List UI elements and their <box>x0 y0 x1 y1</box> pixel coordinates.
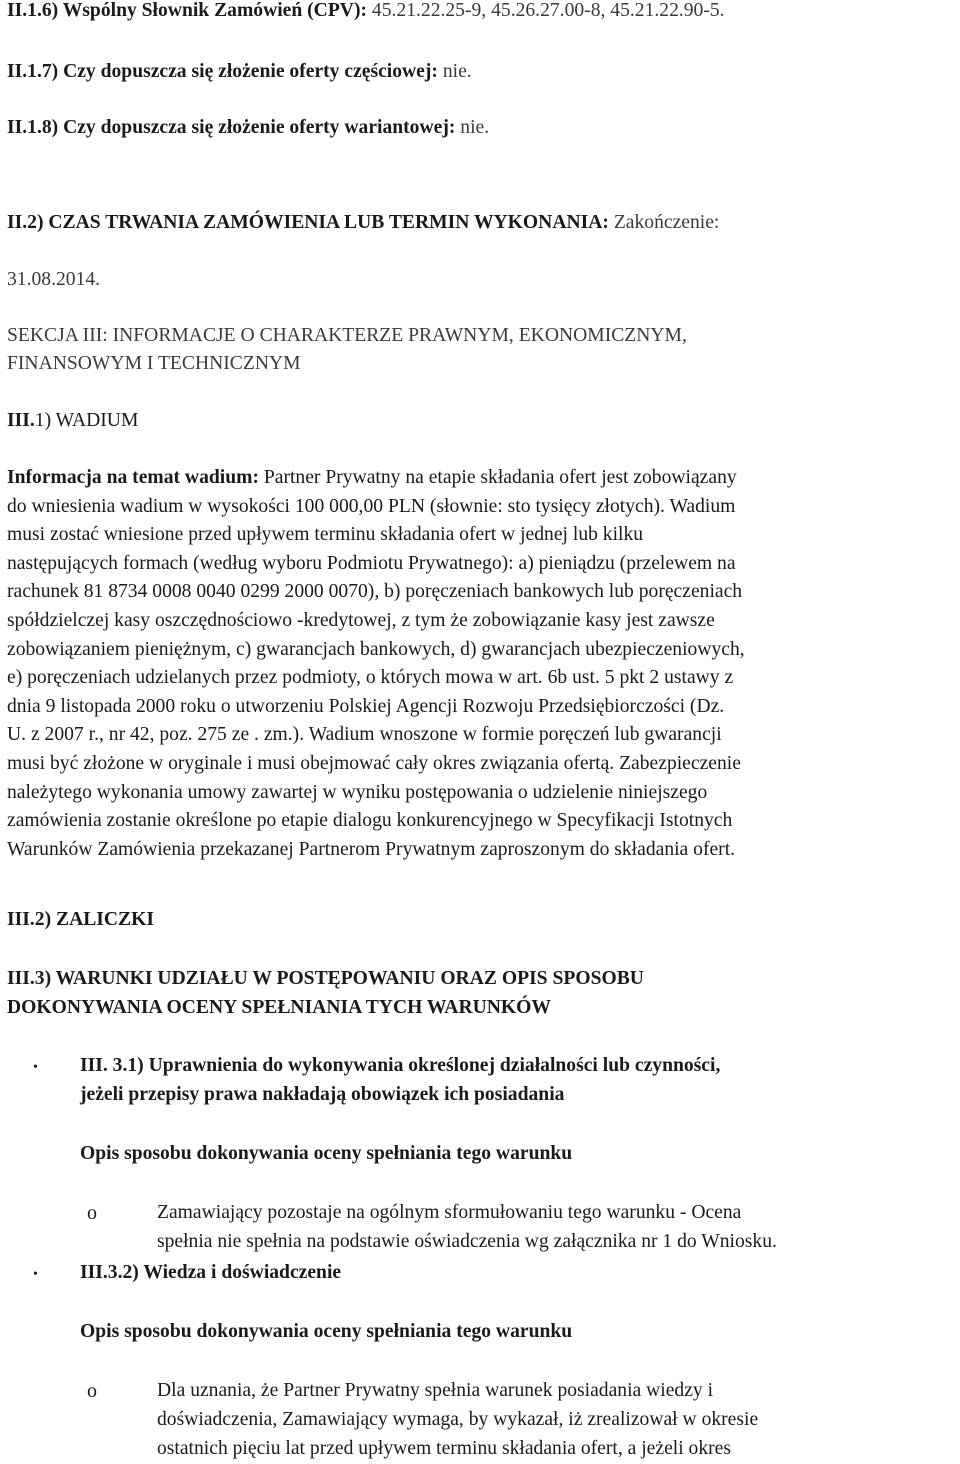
wadium-line-9: dnia 9 listopada 2000 roku o utworzeniu Polskiej Agencji Rozwoju Przedsiębiorczości (Dz. <box>7 695 725 717</box>
warunki-heading-line1: III.3) WARUNKI UDZIAŁU W POSTĘPOWANIU ORAZ OPIS SPOSOBU <box>7 968 644 989</box>
wadium-line-10: U. z 2007 r., nr 42, poz. 275 ze . zm.). Wadium wnoszone w formie poręczeń lub gwarancji <box>7 724 722 746</box>
term-line <box>7 209 719 238</box>
partial-offer-value: nie. <box>442 61 472 82</box>
circle-bullet-icon: o <box>87 1202 97 1224</box>
item1-line1: III. 3.1) Uprawnienia do wykonywania określonej działalności lub czynności, <box>80 1055 721 1076</box>
cpv-line <box>7 0 725 26</box>
sub1-line2: spełnia nie spełnia na podstawie oświadczenia wg załącznika nr 1 do Wniosku. <box>157 1231 777 1252</box>
cpv-label: II.1.6) Wspólny Słownik Zamówień (CPV): <box>7 0 367 21</box>
section3-heading-line1: SEKCJA III: INFORMACJE O CHARAKTERZE PRAWNYM, EKONOMICZNYM, <box>7 325 687 346</box>
wadium-line-2: do wniesienia wadium w wysokości 100 000,00 PLN (słownie: sto tysięcy złotych). Wadium <box>7 495 736 517</box>
wadium-line-13: zamówienia zostanie określone po etapie dialogu konkurencyjnego w Specyfikacji Istotnych <box>7 810 733 832</box>
variant-offer-value: nie. <box>460 117 490 138</box>
wadium-line-3: musi zostać wniesione przed upływem terminu składania ofert w jednej lub kilku <box>7 524 644 546</box>
wadium-line-7: zobowiązaniem pieniężnym, c) gwarancjach bankowych, d) gwarancjach ubezpieczeniowych, <box>7 638 745 660</box>
bullet-icon: • <box>33 1060 38 1075</box>
cpv-value: 45.21.22.25-9, 45.26.27.00-8, 45.21.22.90-5. <box>371 0 725 21</box>
wadium-heading <box>7 407 138 436</box>
partial-offer-line <box>7 58 472 87</box>
wadium-heading-rest: 1) WADIUM <box>34 410 139 431</box>
variant-offer-label: II.1.8) Czy dopuszcza się złożenie oferty wariantowej: <box>7 117 456 138</box>
sub2-line1: Dla uznania, że Partner Prywatny spełnia warunek posiadania wiedzy i <box>157 1380 714 1401</box>
warunki-heading-line2: DOKONYWANIA OCENY SPEŁNIANIA TYCH WARUNKÓW <box>7 997 551 1018</box>
opis2-heading: Opis sposobu dokonywania oceny spełniania tego warunku <box>80 1321 573 1342</box>
wadium-heading-prefix: III. <box>7 410 35 431</box>
partial-offer-label: II.1.7) Czy dopuszcza się złożenie oferty częściowej: <box>7 61 438 82</box>
wadium-line-6: spółdzielczej kasy oszczędnościowo -kredytowej, z tym że zobowiązanie kasy jest zawsze <box>7 609 715 631</box>
wadium-line-14: Warunków Zamówienia przekazanej Partnerom Prywatnym zaproszonym do składania ofert. <box>7 838 736 860</box>
sub1-line1: Zamawiający pozostaje na ogólnym sformułowaniu tego warunku - Ocena <box>157 1202 742 1223</box>
wadium-paragraph <box>7 464 953 864</box>
sub2-line2: doświadczenia, Zamawiający wymaga, by wykazał, iż zrealizował w okresie <box>157 1409 759 1430</box>
term-value: Zakończenie: <box>613 212 720 233</box>
bullet-icon: • <box>33 1267 38 1282</box>
wadium-line-5: rachunek 81 8734 0008 0040 0299 2000 0070), b) poręczeniach bankowych lub poręczeniach <box>7 581 743 603</box>
wadium-label: Informacja na temat wadium: <box>7 467 259 488</box>
wadium-line-12: należytego wykonania umowy zawartej w wyniku postępowania o udzielenie niniejszego <box>7 781 708 803</box>
wadium-line-1: Partner Prywatny na etapie składania ofert jest zobowiązany <box>258 467 737 488</box>
zaliczki-heading: III.2) ZALICZKI <box>7 909 154 930</box>
wadium-line-11: musi być złożone w oryginale i musi obejmować cały okres związania ofertą. Zabezpieczenie <box>7 752 741 774</box>
variant-offer-line <box>7 114 489 143</box>
term-label: II.2) CZAS TRWANIA ZAMÓWIENIA LUB TERMIN WYKONANIA: <box>7 212 609 233</box>
opis1-heading: Opis sposobu dokonywania oceny spełniania tego warunku <box>80 1143 573 1164</box>
sub2-line3: ostatnich pięciu lat przed upływem terminu składania ofert, a jeżeli okres <box>157 1438 731 1459</box>
wadium-line-8: e) poręczeniach udzielanych przez podmioty, o których mowa w art. 6b ust. 5 pkt 2 ustawy z <box>7 667 734 689</box>
item1-line2: jeżeli przepisy prawa nakładają obowiązek ich posiadania <box>80 1084 565 1105</box>
wadium-line-4: następujących formach (według wyboru Podmiotu Prywatnego): a) pieniądzu (przelewem na <box>7 552 736 574</box>
item2-heading: III.3.2) Wiedza i doświadczenie <box>80 1262 342 1283</box>
circle-bullet-icon: o <box>87 1380 97 1402</box>
section3-heading-line2: FINANSOWYM I TECHNICZNYM <box>7 353 301 374</box>
term-date: 31.08.2014. <box>7 269 101 290</box>
